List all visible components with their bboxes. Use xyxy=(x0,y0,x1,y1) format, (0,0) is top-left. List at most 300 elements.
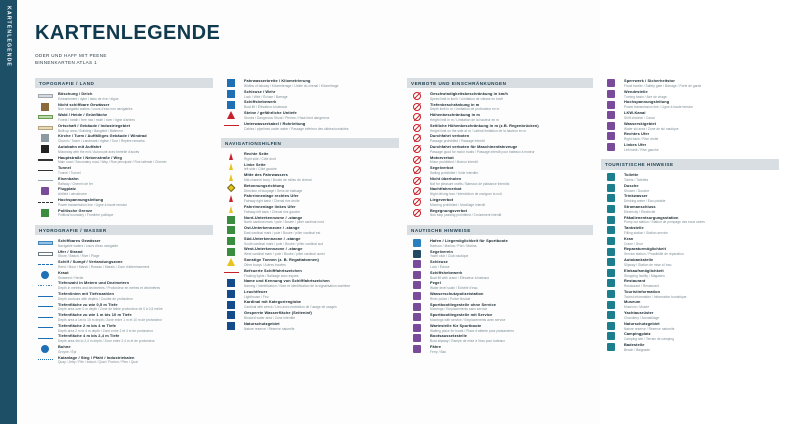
dotrow-icon xyxy=(35,281,55,290)
legend-entry xyxy=(601,193,779,204)
legend-entry xyxy=(35,238,213,249)
marker-a-icon xyxy=(601,79,621,88)
legend-entry-sublabel: East cardinal mark / pole / Bouée / pilier cardinal est xyxy=(244,231,321,236)
legend-entry xyxy=(407,259,593,270)
t-gas-icon xyxy=(601,226,621,235)
legend-entry-label: Hochspannungsleitung xyxy=(58,196,104,202)
legend-entry-text xyxy=(624,321,779,330)
legend-entry-text xyxy=(430,176,593,185)
legend-entry-sublabel: Moorings / Emplacements sans service xyxy=(430,307,488,312)
legend-entry xyxy=(35,270,213,281)
buoy-green-icon xyxy=(221,162,241,171)
legend-entry xyxy=(601,331,779,342)
band-green-icon xyxy=(35,113,55,122)
legend-entry-label: Naturschutzgebiet xyxy=(624,320,660,326)
legend-entry-text xyxy=(624,173,779,182)
legend-entry-text xyxy=(58,134,213,143)
legend-entry xyxy=(601,99,779,110)
legend-entry-sublabel: Depth area 4m to 2,4 m depth / Zone entre 2,4 m et de profondeur xyxy=(58,339,155,344)
section-heading-verbote: VERBOTE UND EINSCHRÄNKUNGEN xyxy=(407,78,593,88)
legend-entry-label: Linke Seite xyxy=(244,161,266,167)
legend-entry-sublabel: South cardinal mark / pole / Bouée / pilier cardinal sud xyxy=(244,241,324,246)
legend-entry xyxy=(221,172,399,183)
legend-entry xyxy=(35,123,213,134)
page-content xyxy=(17,0,789,424)
legend-entry xyxy=(221,299,399,310)
legend-entry-text xyxy=(58,270,213,279)
legend-entry-sublabel: Seaweed / Herbe xyxy=(58,275,84,280)
legend-entry-text xyxy=(58,355,213,364)
legend-entry-sublabel: Church / Tower / Landmark / église / Tour / Repère remarka xyxy=(58,139,145,144)
legend-entry-text xyxy=(244,162,399,171)
legend-entry-label: Politische Grenze xyxy=(58,207,93,213)
legend-entry xyxy=(35,176,213,187)
legend-entry xyxy=(35,312,213,323)
legend-entry-label: Einkaufsmöglichkeit xyxy=(624,267,664,273)
legend-entry xyxy=(407,291,593,302)
legend-entry-label: Kardinal mit Kategorienglobe xyxy=(244,299,302,305)
legend-entry xyxy=(601,89,779,100)
marker-sail-icon xyxy=(407,249,427,258)
legend-entry xyxy=(601,204,779,215)
legend-entry-text xyxy=(244,89,399,98)
legend-entry-sublabel: Shore / Beach / Rive / Plage xyxy=(58,254,100,259)
legend-entry-sublabel: Railway / Chemin de fer xyxy=(58,181,93,186)
legend-entry-label: Höhenbeschränkung in m xyxy=(430,112,480,118)
legend-entry-label: Tiefenfläche zu wie 0,5 m Tiefe xyxy=(58,301,118,307)
legend-entry xyxy=(35,155,213,166)
column-1 xyxy=(35,78,213,365)
legend-entry-text xyxy=(58,123,213,132)
legend-entry-label: Ortschaft / Gebäude / Industriegebiet xyxy=(58,122,131,128)
legend-entry-label: Süd-Unterkennzone / -stange xyxy=(244,235,301,241)
legend-entry-sublabel: Depth limit in m / Limitation de profondeur en m xyxy=(430,107,500,112)
legend-entry-text xyxy=(624,183,779,192)
sq-dk4-icon xyxy=(221,311,241,320)
legend-entry-text xyxy=(624,268,779,277)
legend-entry-text xyxy=(430,260,593,269)
legend-entry xyxy=(407,208,593,219)
legend-entry-sublabel: Turning basin / Aire de virage xyxy=(624,94,667,99)
legend-entry xyxy=(221,193,399,204)
legend-entry xyxy=(601,268,779,279)
t-museum-icon xyxy=(601,300,621,309)
legend-entry-text xyxy=(244,121,399,130)
legend-entry-label: Sperrwerk / Sicherheitstor xyxy=(624,78,676,84)
legend-entry xyxy=(601,278,779,289)
legend-entry-text xyxy=(244,215,399,224)
legend-entry-text xyxy=(58,102,213,111)
legend-entry-sublabel: Night driving ban / Interdiction de naviguer la nuit xyxy=(430,192,502,197)
legend-entry-label: Seitliche Höhenbeschränkung in m (z.B. Regenbrücken) xyxy=(430,122,539,128)
legend-entry-text xyxy=(58,334,213,343)
legend-entry xyxy=(407,344,593,355)
legend-entry xyxy=(407,197,593,208)
legend-entry xyxy=(35,333,213,344)
legend-entry-sublabel: Nature reserve / Réserve naturelle xyxy=(624,326,675,331)
ring-slash2-icon xyxy=(407,102,427,111)
legend-entry-label: Nicht überholen xyxy=(430,175,462,181)
legend-entry xyxy=(35,91,213,102)
legend-entry-label: Flugplatz xyxy=(58,186,76,192)
legend-entry-text xyxy=(58,260,213,269)
legend-entry-sublabel: Tourist information / Information touristique xyxy=(624,294,687,299)
legend-entry-label: Segelverein xyxy=(430,248,453,254)
line-blue-dot-icon xyxy=(35,355,55,364)
line-blue-thin3-icon xyxy=(35,323,55,332)
legend-entry-sublabel: Naming / Identification / Nom et identification de la signalisation maritime xyxy=(244,284,351,289)
legend-entry-label: Wartestelle für Sportboote xyxy=(430,322,482,328)
legend-entry-text xyxy=(244,311,399,320)
line-blue-thin-icon xyxy=(35,302,55,311)
legend-entry xyxy=(407,144,593,155)
legend-entry-sublabel: Non navigable waters / cours d'eau non navigables xyxy=(58,107,133,112)
legend-entry-label: Hauptstraße / Nebenstraße / Weg xyxy=(58,154,122,160)
legend-entry xyxy=(601,183,779,194)
legend-entry-text xyxy=(430,134,593,143)
sq-dk3-icon xyxy=(221,300,241,309)
legend-entry-label: Sportbootliegestelle mit Service xyxy=(430,312,493,318)
legend-entry xyxy=(407,302,593,313)
legend-entry-label: Kraut xyxy=(58,269,69,275)
ring-slash4-icon xyxy=(407,123,427,132)
legend-entry-sublabel: Right bank / Rive droite xyxy=(624,137,659,142)
legend-entry xyxy=(407,312,593,323)
legend-entry-label: Dusche xyxy=(624,182,639,188)
buoy-green2-icon xyxy=(221,205,241,214)
marker-b-icon xyxy=(601,89,621,98)
marker-air-icon xyxy=(35,187,55,196)
legend-entry-label: Yachtausrüster xyxy=(624,310,654,316)
legend-entry-label: Schiffshebewerk xyxy=(244,99,277,105)
section-heading-hydrografie-wasser: HYDROGRAFIE / WASSER xyxy=(35,225,213,235)
legend-entry-sublabel: Height limit on the side at m / Latéral limitation de la hauteur en m xyxy=(430,128,527,133)
line-blue-icon xyxy=(35,292,55,301)
legend-entry-sublabel: Electricity / Électricité xyxy=(624,209,656,214)
legend-entry-label: Wendestelle xyxy=(624,88,648,94)
legend-entry-text xyxy=(624,279,779,288)
legend-entry xyxy=(407,238,593,249)
legend-entry-text xyxy=(624,247,779,256)
legend-entry-sublabel: Flood barrier / Safety gate / Barrage / Porte de garde xyxy=(624,84,702,89)
legend-entry-sublabel: Fairway right bank / Chenal rive droite xyxy=(244,199,300,204)
sq-dk-icon xyxy=(221,279,241,288)
legend-entry xyxy=(221,162,399,173)
legend-entry-text xyxy=(430,281,593,290)
legend-entry-sublabel: Left bank / Rive gauche xyxy=(624,147,659,152)
legend-entry xyxy=(601,289,779,300)
legend-entry-text xyxy=(244,258,399,267)
legend-entry xyxy=(221,204,399,215)
legend-entry-sublabel: Shift channel / Canal xyxy=(624,115,655,120)
legend-entry-sublabel: Speed limit in km/h / Limitation de vitesse en km/h xyxy=(430,96,504,101)
legend-entry-sublabel: Lighthouse / Feu xyxy=(244,294,269,299)
legend-entry-label: Begegnungsverbot xyxy=(430,207,468,213)
section-heading-touristische-hinweise: TOURISTISCHE HINWEISE xyxy=(601,159,779,169)
legend-entry xyxy=(601,121,779,132)
legend-entry-text xyxy=(430,166,593,175)
legend-entry-text xyxy=(58,92,213,101)
legend-entry-sublabel: Water level scale / Échelle d'eau xyxy=(430,286,478,291)
legend-entry-text xyxy=(430,323,593,332)
legend-entry xyxy=(601,342,779,353)
legend-entry-text xyxy=(430,270,593,279)
marker-c-icon xyxy=(601,100,621,109)
legend-entry xyxy=(407,123,593,134)
t-sight-icon xyxy=(601,311,621,320)
legend-entry-text xyxy=(244,279,399,288)
legend-entry-text xyxy=(430,302,593,311)
legend-entry-sublabel: Beach / Baignade xyxy=(624,347,650,352)
sq-green5-icon xyxy=(221,247,241,256)
legend-entry-label: Böschung / Deich xyxy=(58,90,93,96)
t-crane-icon xyxy=(601,236,621,245)
subtitle-line-2: BINNENKARTEN ATLAS 1 xyxy=(35,60,97,66)
legend-entry-text xyxy=(430,145,593,154)
legend-entry-text xyxy=(58,176,213,185)
legend-entry-sublabel: Crane / Grue xyxy=(624,241,644,246)
legend-entry xyxy=(35,144,213,155)
legend-entry-label: Rechte Seite xyxy=(244,150,269,156)
legend-entry-label: Sportbootliegestelle ohne Service xyxy=(430,301,496,307)
legend-entry-text xyxy=(244,226,399,235)
legend-entry-label: Fahrwasserbreite / Kilometrierung xyxy=(244,78,311,84)
tri-y-icon xyxy=(221,258,241,267)
column-2 xyxy=(221,78,399,365)
line-gray-icon xyxy=(35,176,55,185)
legend-entry-text xyxy=(430,334,593,343)
legend-entry xyxy=(35,323,213,334)
legend-entry xyxy=(221,110,399,121)
legend-entry-sublabel: Fairway left bank / Chenal rive gauche xyxy=(244,209,301,214)
legend-entry xyxy=(601,131,779,142)
legend-entry-text xyxy=(624,343,779,352)
legend-entry xyxy=(407,333,593,344)
sq-green2-icon xyxy=(221,215,241,224)
t-camp-icon xyxy=(601,332,621,341)
legend-entry-sublabel: Museum / Musée xyxy=(624,305,650,310)
legend-entry-label: Liegeverbot xyxy=(430,196,454,202)
legend-entry xyxy=(601,246,779,257)
legend-entry xyxy=(407,186,593,197)
legend-entry-sublabel: Passage good for motor boats / Passage interdit pour bateaux à moteur xyxy=(430,149,535,154)
t-restaurant-icon xyxy=(601,279,621,288)
legend-entry-text xyxy=(244,152,399,161)
band-white-icon xyxy=(35,249,55,258)
legend-entry xyxy=(407,249,593,260)
legend-entry-text xyxy=(58,208,213,217)
legend-entry-text xyxy=(624,142,779,151)
legend-entry-label: Befeuerte Schifffahrtszeichen xyxy=(244,267,302,273)
legend-entry-sublabel: Depth area over 0 m depth / Zone de faible profondeur de 0 à 0,5 mètre xyxy=(58,307,163,312)
legend-entry-text xyxy=(244,183,399,192)
legend-entry-label: Nord-Unterkennzone / -stange xyxy=(244,214,303,220)
legend-entry xyxy=(35,280,213,291)
legend-entry-text xyxy=(624,236,779,245)
t-atm-icon xyxy=(601,258,621,267)
legend-entry-text xyxy=(430,345,593,354)
marker-sport2-icon xyxy=(407,313,427,322)
legend-entry-label: Ufer / Strand xyxy=(58,248,83,254)
legend-entry xyxy=(221,236,399,247)
legend-entry-sublabel: Motorway with the exit / Autoroute avec bretelle d'accès xyxy=(58,149,140,154)
legend-entry-sublabel: Height limit in m / Limitation de la hauteur en m xyxy=(430,117,499,122)
section-heading-navigationshilfen: NAVIGATIONSHILFEN xyxy=(221,138,399,148)
sq-dk5-icon xyxy=(221,321,241,330)
legend-entry-label: Hochspannungsleitung xyxy=(624,99,670,105)
legend-entry-sublabel: Power transmission line / Ligne à haute tension xyxy=(624,105,694,110)
legend-entry-label: Segelverbot xyxy=(430,165,454,171)
t-info-icon xyxy=(601,289,621,298)
tri-red-icon xyxy=(221,111,241,120)
legend-entry-text xyxy=(58,345,213,354)
legend-entry-sublabel: Depth area 2 m to 4 m depth / Zone entre 2 et 4 m de profondeur xyxy=(58,328,153,333)
ring-slash3-icon xyxy=(407,113,427,122)
legend-entry-sublabel: Slipway / Station de mise à l'eau xyxy=(624,262,672,267)
legend-entry-label: Name und Kennung von Schifffahrtszeichen xyxy=(244,278,330,284)
legend-entry-text xyxy=(430,239,593,248)
legend-entry xyxy=(35,344,213,355)
legend-entry xyxy=(601,321,779,332)
legend-entry-text xyxy=(58,239,213,248)
band-tan-icon xyxy=(35,123,55,132)
circ-blue-icon xyxy=(35,270,55,279)
legend-entry-sublabel: Main road / Secondary road / Way / Rue principale / Rue latérale / Chemin xyxy=(58,160,167,165)
legend-entry-label: Badestelle xyxy=(624,341,645,347)
legend-entry-label: Sonstige Tonnen (z. B. Regattatonnen) xyxy=(244,257,319,263)
sq-green4-icon xyxy=(221,236,241,245)
ring-slash6-icon xyxy=(407,145,427,154)
buoy-y-icon xyxy=(221,173,241,182)
legend-entry-sublabel: Toilets / Toilettes xyxy=(624,178,649,183)
legend-entry-sublabel: Reed / Moor / Marsh / Roseau / Marais / Zone d'atterrissement xyxy=(58,264,150,269)
marker-d-icon xyxy=(601,111,621,120)
legend-entry-label: Tunnel xyxy=(58,165,72,171)
spine-label: KARTENLEGENDE xyxy=(5,6,12,67)
legend-entry-text xyxy=(624,89,779,98)
legend-entry-text xyxy=(58,292,213,301)
legend-entry-text xyxy=(58,166,213,175)
legend-entry-label: Trinkwasser xyxy=(624,193,648,199)
legend-entry xyxy=(221,289,399,300)
legend-entry-label: Naturschutzgebiet xyxy=(244,320,280,326)
legend-entry-sublabel: Ferry / Bac xyxy=(430,349,447,354)
legend-entry xyxy=(35,112,213,123)
legend-entry xyxy=(221,246,399,257)
legend-entry xyxy=(407,133,593,144)
legend-entry-label: Reparaturmöglichkeit xyxy=(624,246,666,252)
legend-entry xyxy=(35,355,213,366)
legend-entry xyxy=(35,197,213,208)
legend-entry-label: Tiefenzahl in Metern und Dezimetern xyxy=(58,280,130,286)
sq-green-icon xyxy=(35,208,55,217)
legend-entry-sublabel: Political boundary / Frontière politique xyxy=(58,213,114,218)
legend-entry-label: Nachtfahrverbot xyxy=(430,186,462,192)
legend-entry xyxy=(35,165,213,176)
page-subtitle xyxy=(35,52,789,66)
marker-lock-icon xyxy=(407,260,427,269)
page-title: KARTENLEGENDE xyxy=(35,22,221,44)
legend-entry-sublabel: Direction of buoyage / Sens de balisage xyxy=(244,188,303,193)
marker-wss-icon xyxy=(407,292,427,301)
line-blue-thin4-icon xyxy=(35,334,55,343)
sq-blue2-icon xyxy=(221,89,241,98)
legend-entry-sublabel: Moorings with service / Emplacements avec service xyxy=(430,318,506,323)
sq-black-icon xyxy=(35,145,55,154)
legend-entry-text xyxy=(58,313,213,322)
legend-entry-label: Buhne xyxy=(58,343,71,349)
legend-entry-sublabel: Forest / heath / free raw / muth / river / ligne d'arbres xyxy=(58,117,135,122)
diamond-icon xyxy=(221,183,241,192)
legend-entry-label: Leuchtfeuer xyxy=(244,288,268,294)
legend-entry xyxy=(221,310,399,321)
legend-entry-sublabel: Passage prohibited / Passage interdit xyxy=(430,139,485,144)
legend-entry-label: Steine / gefährliche Untiefe xyxy=(244,110,297,116)
legend-entry-text xyxy=(244,247,399,256)
line-black-icon xyxy=(35,166,55,175)
legend-entry-label: Wald / Heide / Grünfläche xyxy=(58,112,108,118)
marker-slip-icon xyxy=(407,334,427,343)
legend-entry-sublabel: Depth area a 1m to 10 m depth / Zone entre 1 m et 10 m de profondeur xyxy=(58,318,163,323)
marker-e-icon xyxy=(601,121,621,130)
legend-entry-text xyxy=(58,187,213,196)
legend-entry-text xyxy=(624,100,779,109)
t-wc-icon xyxy=(601,173,621,182)
legend-entry-label: Autobankstelle xyxy=(624,257,654,263)
legend-entry xyxy=(35,302,213,313)
legend-entry-sublabel: Cardinal with wreck / Lieu avec restriction de l'usage de usages xyxy=(244,305,337,310)
legend-entry xyxy=(407,280,593,291)
legend-entry-sublabel: Chandlery / Accastillage xyxy=(624,315,660,320)
t-waste-icon xyxy=(601,205,621,214)
legend-entry-text xyxy=(58,113,213,122)
legend-entry-sublabel: Mid-channel buoy / Bouée de milieu de chenal xyxy=(244,178,312,183)
legend-entry-text xyxy=(244,111,399,120)
legend-entry-sublabel: Harbour / Marina / Port / Marina xyxy=(430,243,477,248)
legend-entry xyxy=(601,310,779,321)
line-blue-dash-icon xyxy=(35,260,55,269)
legend-entry-label: Touristinformation xyxy=(624,288,661,294)
sq-gray-icon xyxy=(35,134,55,143)
legend-entry-text xyxy=(624,226,779,235)
legend-entry-text xyxy=(58,155,213,164)
legend-entry-label: Bootsaussetzstelle xyxy=(430,333,468,339)
legend-entry-label: Schilf / Sumpf / Verlandungszone xyxy=(58,259,123,265)
legend-entry-sublabel: Cables / pipelines under water / Passage inférieur des câbles/conduites xyxy=(244,126,349,131)
ring-slash7-icon xyxy=(407,155,427,164)
legend-entry-label: LKW-Kanal xyxy=(624,110,646,116)
legend-entry-label: Betonnungsrichtung xyxy=(244,182,285,188)
legend-entry-sublabel: Pump out station / Station de pompage des eaux usées xyxy=(624,220,705,225)
ring-slash9-icon xyxy=(407,176,427,185)
legend-entry-label: Linkes Ufer xyxy=(624,141,647,147)
legend-entry-text xyxy=(430,313,593,322)
legend-entry-label: Tiefenbeschränkung in m xyxy=(430,101,480,107)
legend-entry xyxy=(221,121,399,132)
legend-entry-sublabel: Floating lights / Balisage avec espars xyxy=(244,273,299,278)
legend-entry-text xyxy=(58,198,213,207)
legend-entry-label: Campingplatz xyxy=(624,331,651,337)
legend-entry-sublabel: Waiting place for boats / Place d'attente pour plaisanciers xyxy=(430,328,514,333)
legend-entry xyxy=(221,257,399,268)
legend-entry-text xyxy=(430,249,593,258)
legend-entry-text xyxy=(244,79,399,88)
legend-entry-text xyxy=(58,302,213,311)
band-blue-icon xyxy=(35,239,55,248)
sq-blue3-icon xyxy=(221,100,241,109)
legend-entry xyxy=(35,133,213,144)
legend-entry-text xyxy=(430,208,593,217)
